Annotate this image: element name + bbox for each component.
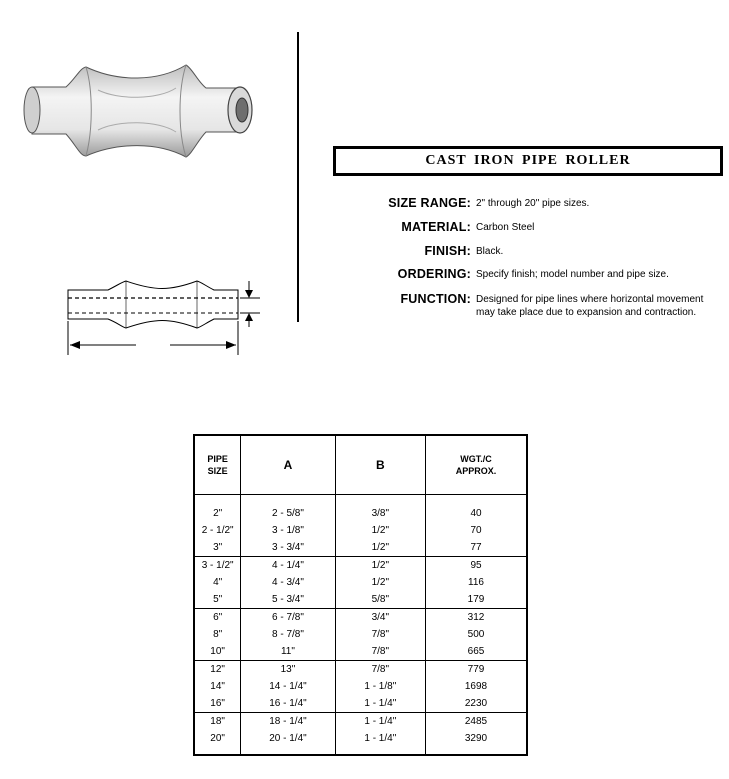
table-row (194, 678, 527, 695)
cell-b: 7/8" (335, 661, 425, 679)
cell-b: 3/8" (335, 495, 425, 523)
cell-pipe-size: 2" (194, 495, 241, 523)
cell-pipe-size: 4" (194, 574, 241, 591)
cell-weight: 665 (426, 643, 528, 661)
spec-value: Specify finish; model number and pipe size. (476, 269, 669, 280)
spec-function (330, 292, 725, 319)
cell-b: 3/4" (335, 609, 425, 627)
table-row (194, 695, 527, 713)
table-row (194, 539, 527, 557)
cell-b: 1 - 1/4" (335, 730, 425, 747)
cell-a: 2 - 5/8" (241, 495, 335, 523)
roller-dimension-drawing (60, 275, 270, 360)
cell-pipe-size: 2 - 1/2" (194, 522, 241, 539)
cell-a: 4 - 1/4" (241, 557, 335, 575)
cell-a: 3 - 1/8" (241, 522, 335, 539)
spec-value: Black. (476, 246, 504, 257)
spec-finish (330, 244, 725, 258)
cell-a: 16 - 1/4" (241, 695, 335, 713)
table-row (194, 609, 527, 627)
cell-pipe-size: 3 - 1/2" (194, 557, 241, 575)
cell-a: 18 - 1/4" (241, 713, 335, 731)
spec-ordering (330, 267, 725, 281)
table-body (194, 495, 527, 756)
cell-b: 1/2" (335, 557, 425, 575)
table-row (194, 661, 527, 679)
spec-label: FUNCTION: (400, 292, 471, 306)
cell-a: 20 - 1/4" (241, 730, 335, 747)
cell-pipe-size: 6" (194, 609, 241, 627)
cell-pipe-size: 8" (194, 626, 241, 643)
cell-weight: 179 (426, 591, 528, 609)
table-row (194, 713, 527, 731)
cell-pipe-size: 16" (194, 695, 241, 713)
cell-weight: 70 (426, 522, 528, 539)
cell-a: 13" (241, 661, 335, 679)
header-pipe-line1: PIPE (207, 454, 228, 464)
header-pipe-size (194, 435, 241, 495)
cell-weight: 779 (426, 661, 528, 679)
spec-label: MATERIAL: (401, 220, 471, 234)
table-row (194, 626, 527, 643)
table-row (194, 591, 527, 609)
cell-b: 7/8" (335, 643, 425, 661)
cell-pipe-size: 12" (194, 661, 241, 679)
cell-a: 6 - 7/8" (241, 609, 335, 627)
cell-a: 4 - 3/4" (241, 574, 335, 591)
header-a: A (241, 435, 335, 495)
cell-pipe-size: 18" (194, 713, 241, 731)
spec-value: 2" through 20" pipe sizes. (476, 198, 590, 209)
cell-weight: 3290 (426, 730, 528, 747)
pipe-roller-illustration (18, 60, 258, 165)
cell-pipe-size: 5" (194, 591, 241, 609)
cell-b: 1/2" (335, 539, 425, 557)
table-row (194, 574, 527, 591)
cell-a: 3 - 3/4" (241, 539, 335, 557)
cell-weight: 312 (426, 609, 528, 627)
cell-a: 5 - 3/4" (241, 591, 335, 609)
table-row (194, 495, 527, 523)
cell-weight: 77 (426, 539, 528, 557)
cell-pipe-size: 3" (194, 539, 241, 557)
header-weight (426, 435, 528, 495)
cell-a: 11" (241, 643, 335, 661)
table-row (194, 730, 527, 747)
cell-b: 1/2" (335, 574, 425, 591)
cell-b: 5/8" (335, 591, 425, 609)
cell-a: 14 - 1/4" (241, 678, 335, 695)
header-b: B (335, 435, 425, 495)
cell-a: 8 - 7/8" (241, 626, 335, 643)
table-row (194, 557, 527, 575)
spec-label: FINISH: (424, 244, 471, 258)
cell-pipe-size: 20" (194, 730, 241, 747)
cell-weight: 1698 (426, 678, 528, 695)
cell-pipe-size: 10" (194, 643, 241, 661)
spec-value: Carbon Steel (476, 222, 535, 233)
spec-label: SIZE RANGE: (388, 196, 471, 210)
cell-b: 1 - 1/8" (335, 678, 425, 695)
cell-weight: 2485 (426, 713, 528, 731)
cell-weight: 95 (426, 557, 528, 575)
header-weight-line2: APPROX. (455, 466, 497, 476)
spec-label: ORDERING: (397, 267, 471, 281)
header-pipe-line2: SIZE (207, 466, 228, 476)
table-row (194, 643, 527, 661)
cell-b: 1 - 1/4" (335, 713, 425, 731)
cell-b: 7/8" (335, 626, 425, 643)
table-row-spacer (194, 747, 527, 755)
cell-weight: 40 (426, 495, 528, 523)
cell-weight: 2230 (426, 695, 528, 713)
dimensions-table (193, 434, 528, 756)
header-weight-line1: WGT./C (460, 454, 492, 464)
spec-size-range (330, 196, 725, 210)
cell-b: 1 - 1/4" (335, 695, 425, 713)
spec-value: Designed for pipe lines where horizontal movement may take place due to expansion and contraction. (476, 294, 704, 318)
cell-weight: 116 (426, 574, 528, 591)
spec-material (330, 220, 725, 234)
page-title: CAST IRON PIPE ROLLER (333, 146, 723, 176)
cell-b: 1/2" (335, 522, 425, 539)
table-row (194, 522, 527, 539)
vertical-divider (297, 32, 299, 322)
cell-weight: 500 (426, 626, 528, 643)
cell-pipe-size: 14" (194, 678, 241, 695)
